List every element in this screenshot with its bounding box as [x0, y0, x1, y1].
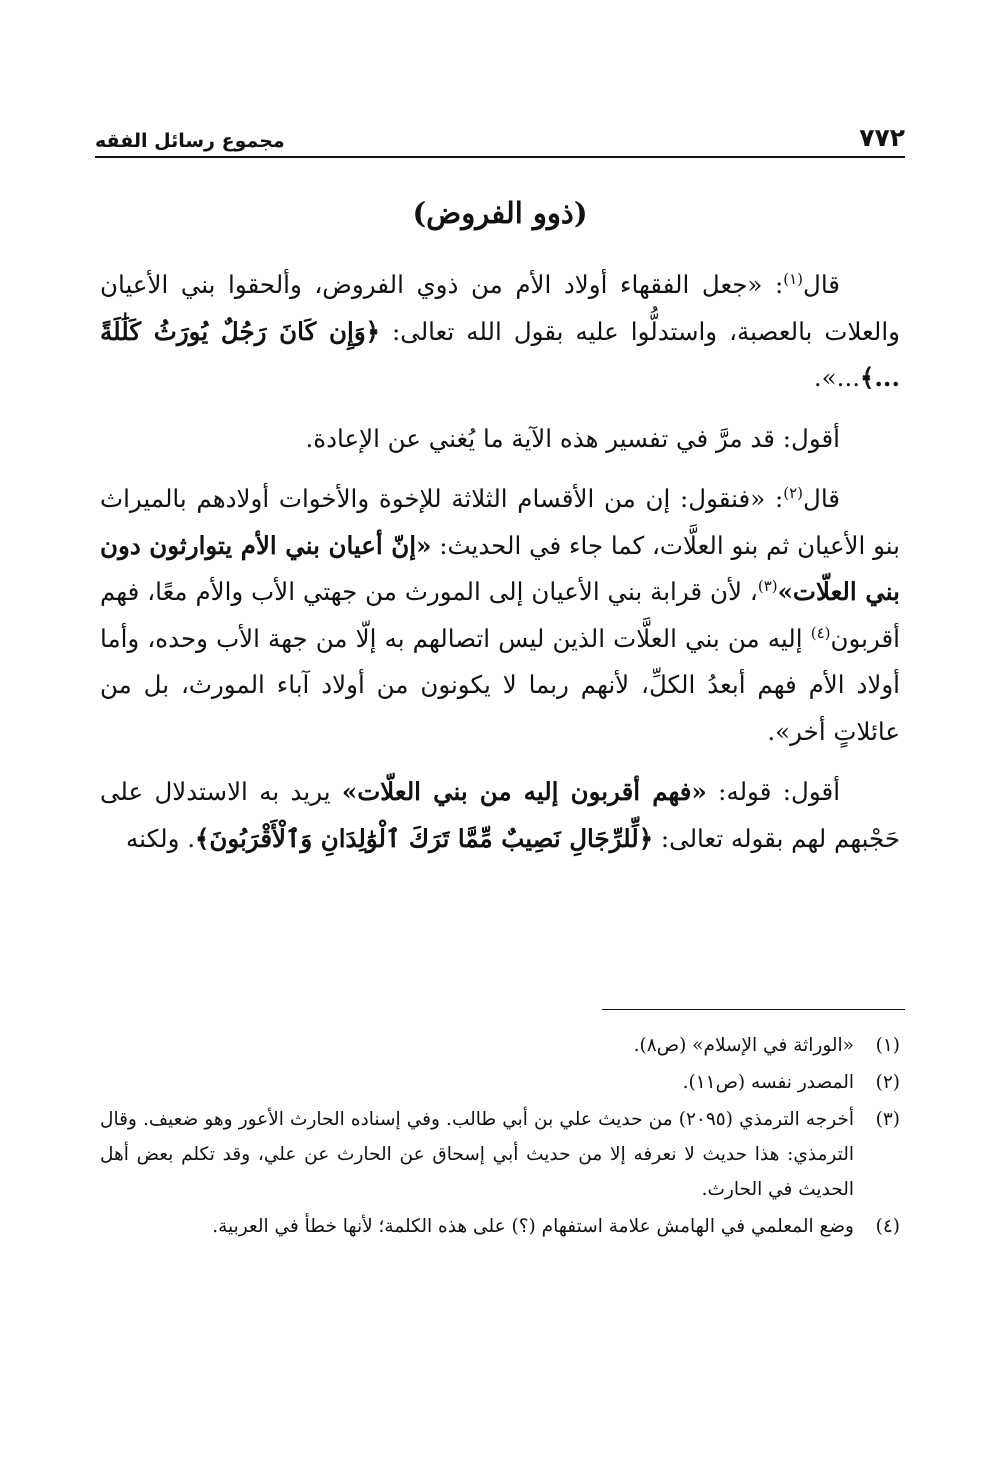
paragraph-text: . ولكنه: [126, 823, 195, 853]
footnote-number: (٤): [875, 1216, 900, 1237]
paragraph-text: ، لأن قرابة بني الأعيان إلى المورث من جهتي الأب والأم معًا، فهم أقربون: [100, 577, 900, 653]
paragraph-quote-1: [100, 262, 900, 402]
footnote-ref: (١): [783, 269, 804, 288]
footnote-number: (٢): [875, 1072, 900, 1093]
bold-quote: «فهم أقربون إليه من بني العلّات»: [341, 777, 707, 806]
footnote-item: [100, 1028, 900, 1063]
paragraph-text: يريد به الاستدلال على حَجْبهم لهم بقوله تعالى:: [100, 777, 900, 853]
quran-verse: ﴿وَإِن كَانَ رَجُلٌ يُورَثُ كَلَٰلَةً ...﴾: [100, 316, 900, 392]
paragraph-text: إليه من بني العلَّات الذين ليس اتصالهم به إلّا من جهة الأب وحده، وأما أولاد الأم فهم أبعدُ الكلِّ، لأنهم ربما لا يكونون من أولاد آباء المورث، بل من عائلاتٍ أخر».: [100, 623, 900, 746]
paragraph-comment-1: [100, 416, 900, 463]
footnote-item: [100, 1065, 900, 1100]
footnote-text: وضع المعلمي في الهامش علامة استفهام (؟) على هذه الكلمة؛ لأنها خطأ في العربية.: [212, 1216, 854, 1237]
paragraph-tail: ...».: [813, 363, 861, 392]
footnote-item: [100, 1209, 900, 1244]
paragraph-lead: قال: [803, 270, 840, 299]
footnote-ref: (٤): [810, 623, 831, 642]
page-number: ٧٧٢: [859, 123, 905, 152]
footnote-number: (٣): [875, 1109, 900, 1130]
footnote-text: أخرجه الترمذي (٢٠٩٥) من حديث علي بن أبي طالب. وفي إسناده الحارث الأعور وهو ضعيف. وقال الترمذي: هذا حديث لا نعرفه إلا من حديث أبي إسحاق عن الحارث عن علي، وقد تكلم بعض أهل الحديث في الحارث.: [100, 1109, 854, 1200]
footnote-ref: (٣): [757, 576, 778, 595]
footnote-text: المصدر نفسه (ص١١).: [682, 1072, 854, 1093]
footnote-ref: (٢): [783, 483, 804, 502]
footnote-text: «الوراثة في الإسلام» (ص٨).: [633, 1035, 854, 1056]
footnote-divider: [602, 1009, 905, 1010]
paragraph-lead: قال: [803, 484, 840, 513]
footnote-number: (١): [875, 1035, 900, 1056]
main-text: [100, 262, 900, 876]
quran-verse: ﴿لِّلرِّجَالِ نَصِيبٌ مِّمَّا تَرَكَ ٱلْوَٰلِدَانِ وَٱلْأَقْرَبُونَ﴾: [194, 823, 654, 853]
section-title: (ذوو الفروض): [412, 196, 588, 230]
running-header: [95, 112, 905, 158]
hadith-quote: «إنّ أعيان بني الأم يتوارثون دون بني العلّات»: [100, 530, 900, 606]
book-title: مجموع رسائل الفقه: [95, 130, 285, 152]
footnotes: [100, 1028, 900, 1246]
paragraph-text: أقول: قد مرَّ في تفسير هذه الآية ما يُغني عن الإعادة.: [305, 423, 840, 453]
paragraph-text: أقول: قوله:: [706, 777, 840, 806]
paragraph-quote-2: [100, 476, 900, 755]
paragraph-text: : «فنقول: إن من الأقسام الثلاثة للإخوة والأخوات أولادهم بالميراث بنو الأعيان ثم بنو العلَّات، كما جاء في الحديث:: [100, 484, 901, 560]
footnote-item: [100, 1102, 900, 1207]
paragraph-text: : «جعل الفقهاء أولاد الأم من ذوي الفروض، وألحقوا بني الأعيان والعلات بالعصبة، واستدلُّوا عليه بقول الله تعالى:: [100, 270, 900, 346]
paragraph-comment-2: [100, 769, 900, 862]
